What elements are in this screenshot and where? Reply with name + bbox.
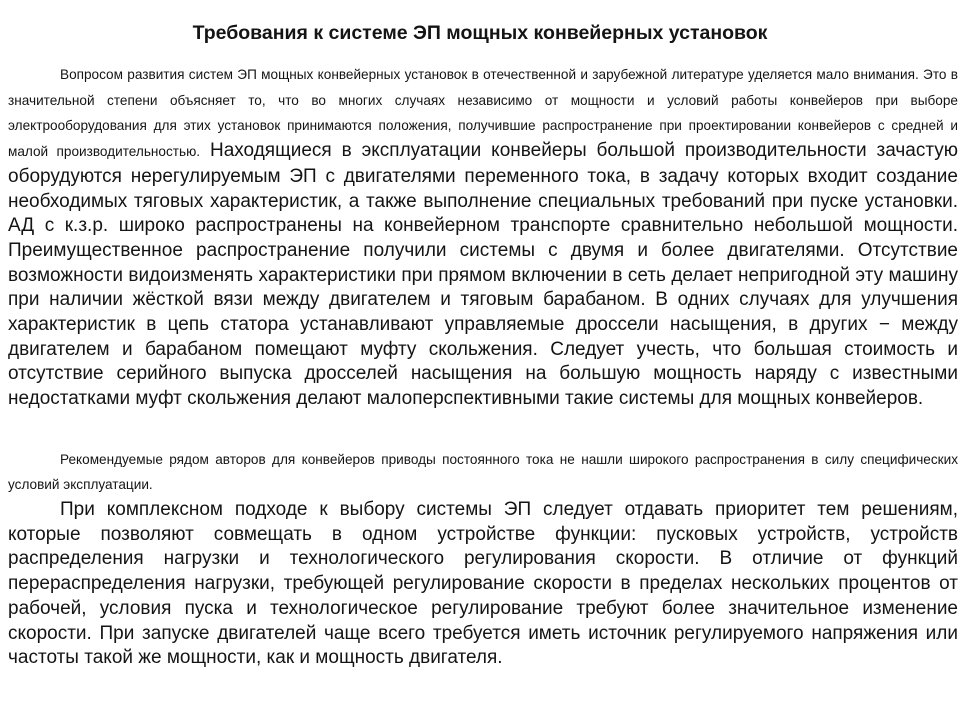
paragraph-1-small-text: Вопросом развития систем ЭП мощных конвейерных установок в отечественной и зарубежной литературе уделяется мало внимания. Это в значительной степени объясняет то, что во многих случаях независимо от мощности и условий работы конвейеров при выборе электрооборудования для этих установок принимаются положения, получившие распространение при проектировании конвейеров с средней и малой производительностью. (8, 67, 958, 160)
paragraph-2-text: Рекомендуемые рядом авторов для конвейеров приводы постоянного тока не нашли широкого распространения в силу специфических условий эксплуатации. (8, 452, 958, 492)
paragraph-2 (8, 448, 958, 497)
paragraph-1-large-text: Находящиеся в эксплуатации конвейеры большой производительности зачастую оборудуются нерегулируемым ЭП с двигателями переменного тока, в задачу которых входит создание необходимых тяговых характеристик, а также выполнение специальных требований при пуске установки. АД с к.з.р. широко распространены на конвейерном транспорте сравнительно небольшой мощности. Преимущественное распространение получили системы с двумя и более двигателями. Отсутствие возможности видоизменять характеристики при прямом включении в сеть делает непригодной эту машину при наличии жёсткой вязи между двигателем и тяговым барабаном. В одних случаях для улучшения характеристик в цепь статора устанавливают управляемые дроссели насыщения, в других − между двигателем и барабаном помещают муфту скольжения. Следует учесть, что большая стоимость и отсутствие серийного выпуска дросселей насыщения на большую мощность наряду с известными недостатками муфт скольжения делают малоперспективными такие системы для мощных конвейеров. (8, 140, 958, 410)
paragraph-3-text: При комплексном подходе к выбору системы ЭП следует отдавать приоритет тем решениям, которые позволяют совмещать в одном устройстве функции: пусковых устройств, устройств распределения нагрузки и технологического регулирования скорости. В отличие от функций перераспределения нагрузки, требующей регулирование скорости в пределах нескольких процентов от рабочей, условия пуска и технологическое регулирование требуют более значительное изменение скорости. При запуске двигателей чаще всего требуется иметь источник регулируемого напряжения или частоты такой же мощности, как и мощность двигателя. (8, 499, 958, 669)
paragraph-1 (8, 62, 958, 412)
page-title: Требования к системе ЭП мощных конвейерных установок (192, 22, 768, 44)
paragraph-3 (8, 498, 958, 671)
